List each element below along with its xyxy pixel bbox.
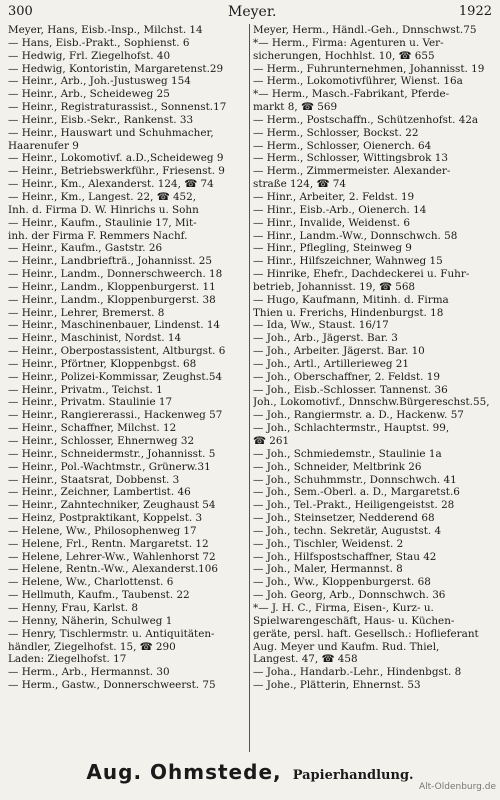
directory-entry-line: — Hedwig, Kontoristin, Margaretenst.29 bbox=[8, 62, 224, 75]
directory-entry-line: — Joh., Steinsetzer, Nedderend 68 bbox=[253, 512, 435, 525]
directory-entry-line: — Heinr., Landm., Kloppenburgerst. 38 bbox=[8, 293, 216, 306]
directory-entry-line: — Joh., Sem.-Oberl. a. D., Margaretst.6 bbox=[253, 486, 460, 499]
directory-entry-line: — Heinr., Registraturassist., Sonnenst.17 bbox=[8, 101, 227, 114]
directory-entry-line: Inh. d. Firma D. W. Hinrichs u. Sohn bbox=[8, 203, 199, 216]
directory-entry-line: — Henry, Tischlermstr. u. Antiquitäten- bbox=[8, 627, 215, 640]
directory-entry-line: — Joh., Schlachtermstr., Hauptst. 99, bbox=[253, 422, 450, 435]
directory-entry-line: — Heinr., Schlosser, Ehnernweg 32 bbox=[8, 435, 195, 447]
directory-entry-line: — Helene, Frl., Rentn. Margaretst. 12 bbox=[8, 537, 209, 550]
directory-entry-line: Aug. Meyer und Kaufm. Rud. Thiel, bbox=[253, 640, 440, 653]
directory-entry-line: — Heinr., Rangiererassi., Hackenweg 57 bbox=[8, 409, 223, 422]
directory-entry-line: Haarenufer 9 bbox=[8, 139, 79, 152]
directory-entry-line: — Joh., Arb., Jägerst. Bar. 3 bbox=[253, 332, 398, 345]
directory-entry-line: — Heinr., Schneidermstr., Johannisst. 5 bbox=[8, 447, 216, 460]
directory-entry-line: — Joh., Schneider, Meltbrink 26 bbox=[253, 460, 422, 473]
directory-entry-line: — Heinr., Maschinenbauer, Lindenst. 14 bbox=[8, 319, 221, 332]
directory-entry-line: inh. der Firma F. Remmers Nachf. bbox=[8, 229, 188, 242]
directory-entry-line: — Hinr., Landm.-Ww., Donnschwch. 58 bbox=[253, 229, 458, 242]
directory-entry-line: — Hugo, Kaufmann, Mitinh. d. Firma bbox=[253, 293, 449, 306]
directory-entry-line: betrieb, Johannisst. 19, ☎ 568 bbox=[253, 280, 416, 293]
page-title: Meyer. bbox=[228, 4, 277, 20]
directory-entry-line: — Herm., Gastw., Donnerschweerst. 75 bbox=[8, 679, 216, 692]
directory-entry-line: — Joh., Rangiermstr. a. D., Hackenw. 57 bbox=[253, 409, 464, 422]
directory-entry-line: Thien u. Frerichs, Hindenburgst. 18 bbox=[253, 306, 444, 319]
directory-entry-line: — Hinr., Arbeiter, 2. Feldst. 19 bbox=[253, 190, 415, 203]
directory-entry-line: — Hinrike, Ehefr., Dachdeckerei u. Fuhr- bbox=[253, 268, 470, 281]
directory-entry-line: — Johe., Plätterin, Ehnernst. 53 bbox=[253, 679, 421, 692]
footer-trade: Papierhandlung. bbox=[292, 768, 414, 783]
directory-entry-line: — Heinr., Arb., Scheideweg 25 bbox=[8, 88, 170, 101]
directory-entry-line: — Herm., Fuhrunternehmen, Johannisst. 19 bbox=[253, 62, 485, 75]
directory-entry-line: — Heinr., Polizei-Kommissar, Zeughst.54 bbox=[8, 370, 223, 383]
directory-entry-line: — Joh. Georg, Arb., Donnschwch. 36 bbox=[253, 589, 446, 602]
directory-entry-line: — Joh., Hilfspostschaffner, Stau 42 bbox=[253, 550, 437, 563]
directory-entry-line: — Henny, Näherin, Schulweg 1 bbox=[8, 614, 173, 627]
directory-entry-line: — Heinr., Lokomotivf. a.D.,Scheideweg 9 bbox=[8, 152, 224, 165]
directory-entry-line: Spielwarengeschäft, Haus- u. Küchen- bbox=[253, 614, 455, 627]
directory-entry-line: — Herm., Arb., Hermannst. 30 bbox=[8, 666, 170, 679]
directory-entry-line: — Heinr., Lehrer, Bremerst. 8 bbox=[8, 306, 165, 319]
directory-entry-line: — Heinr., Zahntechniker, Zeughaust 54 bbox=[8, 499, 216, 512]
directory-entry-line: — Heinr., Schaffner, Milchst. 12 bbox=[8, 422, 177, 435]
directory-entry-line: — Helene, Lehrer-Ww., Wahlenhorst 72 bbox=[8, 550, 216, 563]
page-year: 1922 bbox=[458, 4, 492, 19]
directory-entry-line: — Helene, Ww., Charlottenst. 6 bbox=[8, 576, 174, 589]
directory-entry-line: — Heinr., Zeichner, Lambertist. 46 bbox=[8, 486, 191, 499]
directory-entry-line: — Ida, Ww., Staust. 16/17 bbox=[253, 319, 389, 332]
directory-entry-line: — Hinr., Eisb.-Arb., Oienerch. 14 bbox=[253, 203, 427, 216]
directory-entry-line: — Heinr., Landm., Donnerschweerch. 18 bbox=[8, 268, 223, 281]
directory-entry-line: — Joh., Maler, Hermannst. 8 bbox=[253, 563, 403, 576]
directory-entry-line: markt 8, ☎ 569 bbox=[253, 101, 338, 114]
directory-entry-line: — Joh., Ww., Kloppenburgerst. 68 bbox=[253, 576, 431, 589]
directory-entry-line: *— J. H. C., Firma, Eisen-, Kurz- u. bbox=[253, 601, 434, 614]
directory-entry-line: — Joh., Schuhmmstr., Donnschwch. 41 bbox=[253, 473, 457, 486]
directory-entry-line: — Joh., Artl., Artillerieweg 21 bbox=[253, 357, 410, 370]
directory-entry-line: — Joh., Schmiedemstr., Staulinie 1a bbox=[253, 447, 442, 460]
directory-entry-line: — Heinr., Landm., Kloppenburgerst. 11 bbox=[8, 280, 216, 293]
directory-entry-line: — Joh., Tel.-Prakt., Heiligengeistst. 28 bbox=[253, 499, 455, 512]
directory-entry-line: ☎ 261 bbox=[253, 435, 290, 447]
watermark: Alt-Oldenburg.de bbox=[418, 782, 496, 792]
directory-entry-line: — Herm., Zimmermeister. Alexander- bbox=[253, 165, 451, 178]
directory-entry-line: sicherungen, Hochhlst. 10, ☎ 655 bbox=[253, 49, 435, 62]
directory-entry-line: — Heinr., Km., Alexanderst. 124, ☎ 74 bbox=[8, 178, 214, 191]
column-divider bbox=[249, 24, 250, 752]
directory-entry-line: Meyer, Herm., Händl.-Geh., Dnnschwst.75 bbox=[253, 24, 477, 36]
directory-entry-line: *— Herm., Masch.-Fabrikant, Pferde- bbox=[253, 88, 450, 101]
directory-entry-line: — Heinr., Landbriefträ., Johannisst. 25 bbox=[8, 255, 212, 268]
directory-entry-line: — Heinr., Eisb.-Sekr., Rankenst. 33 bbox=[8, 113, 194, 126]
directory-entry-line: — Hinr., Pflegling, Steinweg 9 bbox=[253, 242, 412, 255]
directory-entry-line: — Joh., Tischler, Weidenst. 2 bbox=[253, 537, 404, 550]
directory-entry-line: — Helene, Rentn.-Ww., Alexanderst.106 bbox=[8, 563, 218, 576]
directory-entry-line: Joh., Lokomotivf., Dnnschw.Bürgereschst.55, bbox=[253, 396, 490, 409]
directory-entry-line: — Joha., Handarb.-Lehr., Hindenbgst. 8 bbox=[253, 666, 462, 679]
directory-entry-line: — Hedwig, Frl. Ziegelhofst. 40 bbox=[8, 49, 171, 62]
directory-entry-line: — Herm., Schlosser, Oienerch. 64 bbox=[253, 139, 432, 152]
page-number: 300 bbox=[8, 4, 33, 19]
directory-entry-line: — Heinr., Km., Langest. 22, ☎ 452, bbox=[8, 190, 197, 203]
directory-entry-line: — Heinr., Kaufm., Staulinie 17, Mit- bbox=[8, 216, 197, 229]
directory-entry-line: — Joh., techn. Sekretär, Augustst. 4 bbox=[253, 524, 442, 537]
directory-entry-line: — Hellmuth, Kaufm., Taubenst. 22 bbox=[8, 589, 190, 602]
page-header bbox=[8, 4, 492, 22]
directory-entry-line: — Heinr., Kaufm., Gaststr. 26 bbox=[8, 242, 163, 255]
directory-entry-line: — Heinr., Privatm. Staulinie 17 bbox=[8, 396, 173, 409]
directory-entry-line: Langest. 47, ☎ 458 bbox=[253, 653, 358, 666]
directory-entry-line: — Heinr., Privatm., Teichst. 1 bbox=[8, 383, 163, 396]
directory-entry-line: — Hans, Eisb.-Prakt., Sophienst. 6 bbox=[8, 36, 190, 49]
directory-entry-line: straße 124, ☎ 74 bbox=[253, 178, 346, 191]
left-column bbox=[8, 24, 252, 752]
directory-entry-line: — Heinr., Arb., Joh.-Justusweg 154 bbox=[8, 75, 191, 88]
directory-entry-line: — Heinr., Maschinist, Nordst. 14 bbox=[8, 332, 182, 345]
directory-entry-line: — Herm., Lokomotivführer, Wienst. 16a bbox=[253, 75, 463, 88]
directory-entry-line: — Helene, Ww., Philosophenweg 17 bbox=[8, 524, 197, 537]
directory-entry-line: — Heinr., Pförtner, Kloppenbgst. 68 bbox=[8, 357, 197, 370]
directory-entry-line: — Heinz, Postpraktikant, Koppelst. 3 bbox=[8, 512, 203, 525]
advertisement-footer bbox=[0, 760, 500, 784]
directory-entry-line: — Henny, Frau, Karlst. 8 bbox=[8, 601, 139, 614]
directory-entry-line: — Hinr., Invalide, Weidenst. 6 bbox=[253, 216, 410, 229]
directory-entry-line: — Hinr., Hilfszeichner, Wahnweg 15 bbox=[253, 255, 443, 268]
footer-firm-name: Aug. Ohmstede, bbox=[86, 760, 282, 784]
directory-entry-line: — Herm., Schlosser, Wittingsbrok 13 bbox=[253, 152, 448, 165]
directory-entry-line: geräte, persl. haft. Gesellsch.: Hoflieferant bbox=[253, 627, 479, 640]
directory-entry-line: — Heinr., Hauswart und Schuhmacher, bbox=[8, 126, 214, 139]
directory-entry-line: — Herm., Postschaffn., Schützenhofst. 42a bbox=[253, 113, 479, 126]
directory-entry-line: — Heinr., Staatsrat, Dobbenst. 3 bbox=[8, 473, 180, 486]
directory-entry-line: — Herm., Schlosser, Bockst. 22 bbox=[253, 126, 419, 139]
directory-entry-line: — Joh., Arbeiter. Jägerst. Bar. 10 bbox=[253, 345, 425, 358]
directory-entry-line: Laden: Ziegelhofst. 17 bbox=[8, 653, 127, 666]
directory-entry-line: *— Herm., Firma: Agenturen u. Ver- bbox=[253, 36, 444, 49]
directory-entry-line: — Heinr., Oberpostassistent, Altburgst. 6 bbox=[8, 345, 226, 358]
directory-entry-line: händler, Ziegelhofst. 15, ☎ 290 bbox=[8, 640, 176, 653]
directory-entry-line: — Heinr., Betriebswerkführ., Friesenst. 9 bbox=[8, 165, 225, 178]
directory-entry-line: — Heinr., Pol.-Wachtmstr., Grünerw.31 bbox=[8, 460, 211, 473]
right-column bbox=[253, 24, 497, 752]
directory-entry-line: — Joh., Eisb.-Schlosser. Tannenst. 36 bbox=[253, 383, 448, 396]
directory-entry-line: — Joh., Oberschaffner, 2. Feldst. 19 bbox=[253, 370, 441, 383]
directory-entry-line: Meyer, Hans, Eisb.-Insp., Milchst. 14 bbox=[8, 24, 203, 36]
